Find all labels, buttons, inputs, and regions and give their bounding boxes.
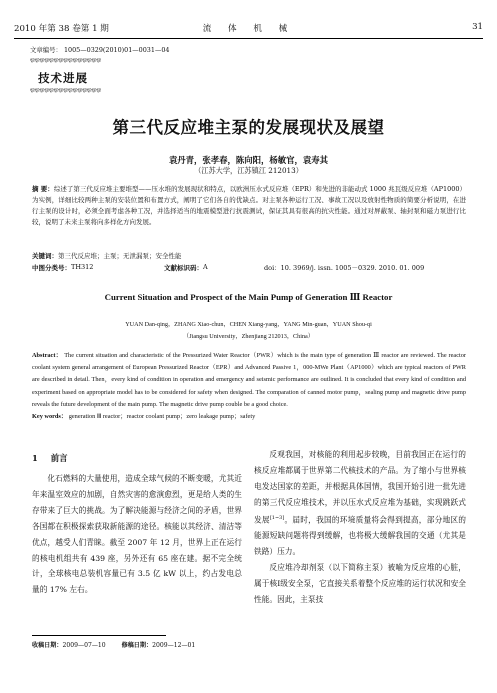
footnote-rule [32,635,166,636]
article-number: 文章编号： 1005—0329(2010)01—0031—04 [30,46,170,54]
english-affiliation: （Jiangsu University，Zhenjiang 212013，China） [183,333,314,340]
issue-info: 2010 年第 38 卷第 1 期 [14,24,109,34]
section-heading [32,452,68,464]
clc-code: TH312 [71,263,94,271]
citation: [1~3] [269,514,285,521]
english-keywords-text: generation Ⅲ reactor；reactor coolant pump；zero leakage pump；safety [68,413,256,420]
clc-label: 中图分类号： [32,264,71,272]
footnote [32,640,195,649]
running-header [14,22,483,36]
chinese-abstract [32,184,466,228]
right-column [254,447,466,608]
english-authors: YUAN Dan-qing，ZHANG Xiao-chun，CHEN Xiang-yang，YANG Min-guan，YUAN Shou-qi [125,321,372,328]
header-rule [14,38,483,39]
affiliation: （江苏大学，江苏镇江 212013） [194,166,303,175]
paragraph-text: 反观我国，对核能的利用起步较晚，目前我国正在运行的核反应堆都属于世界第二代核技术的产品。为了缩小与世界核电发达国家的差距，并根据具体国情，我国开始引进一批先进的第三代反应堆技术，并以压水式反应堆为基础，实现跳跃式发展 [254,450,466,525]
paragraph: 反应堆冷却剂泵（以下简称主泵）被喻为反应堆的心脏，属于核Ⅰ级安全泵，它直接关系着整个反应堆的运行状况和安全性能。因此，主泵技 [254,562,466,604]
abstract-label: 摘 要： [32,185,54,193]
keywords-text: 第三代反应堆；主泵；无泄漏泵；安全性能 [58,252,182,260]
authors: 袁丹青，张孝春，陈向阳，杨敏官，袁寿其 [168,155,329,165]
english-abstract-text: The current situation and characteristic of the Pressurized Water Reactor（PWR）which is the main type of generation Ⅲ reactor are reviewed. The reactor coolant system general arrangement of European Pressurized Reactor（EPR）and Advanced Passive 1，000-MWe Plant（AP1000）which are typical reactors of PWR are described in detail. Then，every kind of condition in operation and emergency and seismic performance are outlined. It is concluded that every kind of condition and experiment based on appropriate model has to be considered for safety when designed. The comparation of canned motor pump，sealing pump and magnetic drive pump reveals the future development of the main pump. The magnetic drive pump couble be a good choice. [32,352,466,408]
paragraph [254,447,466,560]
section-number: 1 [32,453,38,463]
classification-row [32,263,466,273]
revised-label: 修稿日期： [121,642,153,649]
page-number: 31 [472,22,483,32]
doc-code: A [203,263,208,271]
paragraph-text: 。届时，我国的环境质量将会得到提高，部分地区的能源短缺问题将得到缓解，也将极大缓解我国的交通（尤其是铁路）压力。 [254,515,466,556]
chinese-keywords [32,251,182,260]
received-label: 收稿日期： [32,642,63,649]
paper-title: 第三代反应堆主泵的发展现状及展望 [112,118,385,137]
english-abstract-label: Abstract： [32,352,63,359]
badge-top-border: ஓஓஓஓஓஓஓஓஓஓஓஓஓஓஓ [30,56,101,63]
section-title: 前言 [50,453,68,463]
keywords-label: 关键词： [32,252,58,260]
paragraph: 化石燃料的大量使用，造成全球气候的不断变暖，尤其近年来温室效应的加剧，自然灾害的愈演愈烈，更是给人类的生存带来了巨大的挑战。为了解决能源与经济之间的矛盾，世界各国都在积极探索获取新能源的途径。核能以其经济、清洁等优点，越受人们青睐。截至 2007 年 12 月，世界上正在运行的核电机组共有 439 座，另外还有 65 座在建。据不完全统计，全球核电总装机容量已有 3.5 亿 kW 以上，约占发电总量的 17% 左右。 [32,474,242,595]
english-keywords [32,411,466,420]
badge-bottom-border: ஓஓஓஓஓஓஓஓஓஓஓஓஓஓஓ [30,86,101,93]
journal-name: 流 体 机 械 [202,24,295,34]
english-keywords-label: Key words： [32,413,68,420]
received-date: 2009—07—10 [62,642,106,649]
abstract-text: 综述了第三代反应堆主要堆型——压水堆的发展现状和特点，以欧洲压水式反应堆（EPR）和先进的非能动式 1000 兆瓦级反应堆（AP1000）为实例，详细比较两种主泵的安装位置和布置方式，阐明了它们各自的优缺点。对主泵各种运行工况、事故工况以及放射性物质的简要分析说明，在进行主泵的设计时，必须全面考虑各种工况，并选择适当的地震模型进行抗震测试，保证其具有很高的抗灾性能。通过对屏蔽泵、轴封泵和磁力泵进行比较，说明了未来主泵将向多样化方向发展。 [32,185,466,226]
english-abstract [32,350,466,411]
left-column [32,471,242,598]
section-badge [30,56,116,96]
revised-date: 2009—12—01 [152,642,196,649]
doi: doi：10. 3969/j. issn. 1005－0329. 2010. 01. 009 [264,264,425,272]
doc-code-label: 文献标识码： [164,264,203,272]
badge-label: 技术进展 [38,71,88,85]
english-title: Current Situation and Prospect of the Main Pump of Generation Ⅲ Reactor [104,292,393,302]
